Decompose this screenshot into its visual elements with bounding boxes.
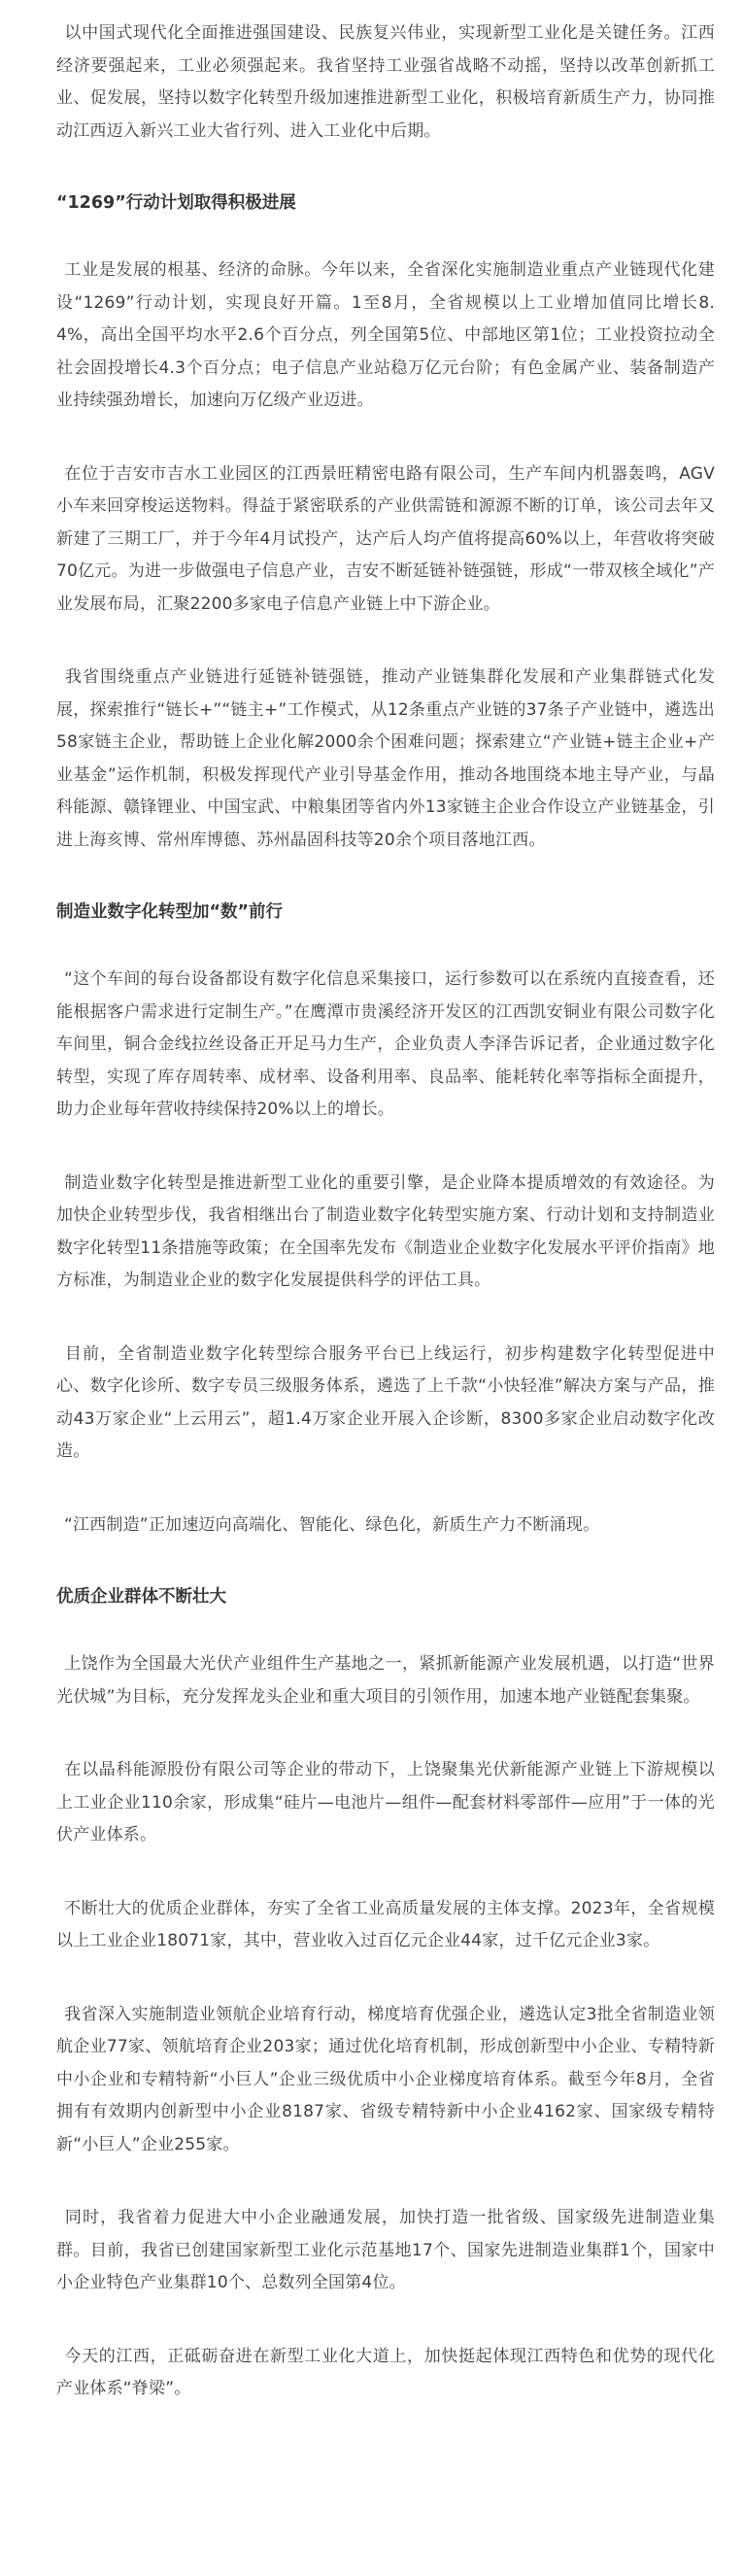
- paragraph-text: 上饶作为全国最大光伏产业组件生产基地之一，紧抓新能源产业发展机遇，以打造“世界光伏城”为目标，充分发挥龙头企业和重大项目的引领作用，加速本地产业链配套集聚。: [56, 1654, 715, 1707]
- paragraph-text: “这个车间的每台设备都设有数字化信息采集接口，运行参数可以在系统内直接查看，还能根据客户需求进行定制生产。”在鹰潭市贵溪经济开发区的江西凯安铜业有限公司数字化车间里，铜合金线拉丝设备正开足马力生产，企业负责人李泽告诉记者，企业通过数字化转型，实现了库存周转率、成材率、设备利用率、良品率、能耗转化率等指标全面提升，助力企业每年营收持续保持20%以上的增长。: [56, 969, 715, 1119]
- paragraph-shangrao-pv: [56, 1648, 715, 1713]
- section-heading-1269: “1269”行动计划取得积极进展: [56, 193, 296, 213]
- paragraph-jian-company: [56, 458, 715, 622]
- paragraph-text: 制造业数字化转型是推进新型工业化的重要引擎，是企业降本提质增效的有效途径。为加快企业转型步伐，我省相继出台了制造业数字化转型实施方案、行动计划和支持制造业数字化转型11条措施等政策；在全国率先发布《制造业企业数字化发展水平评价指南》地方标准，为制造业企业的数字化发展提供科学的评估工具。: [56, 1172, 715, 1290]
- paragraph-intro: [56, 17, 715, 148]
- paragraph-text: 工业是发展的根基、经济的命脉。今年以来，全省深化实施制造业重点产业链现代化建设“1269”行动计划，实现良好开篇。1至8月，全省规模以上工业增加值同比增长8.4%，高出全国平均水平2.6个百分点，列全国第5位、中部地区第1位；工业投资拉动全社会固投增长4.3个百分点；电子信息产业站稳万亿元台阶；有色金属产业、装备制造产业持续强劲增长，加速向万亿级产业迈进。: [56, 260, 715, 410]
- paragraph-digital-platform: [56, 1339, 715, 1469]
- paragraph-text: 以中国式现代化全面推进强国建设、民族复兴伟业，实现新型工业化是关键任务。江西经济要强起来，工业必须强起来。我省坚持工业强省战略不动摇，坚持以改革创新抓工业、促发展，坚持以数字化转型升级加速推进新型工业化，积极培育新质生产力，协同推动江西迈入新兴工业大省行列、进入工业化中后期。: [56, 23, 715, 141]
- paragraph-leading-enterprises: [56, 1999, 715, 2162]
- paragraph-chain-strategy: [56, 661, 715, 857]
- paragraph-clusters: [56, 2202, 715, 2300]
- paragraph-industry-foundation: [56, 254, 715, 418]
- section-heading-enterprises: 优质企业群体不断壮大: [56, 1587, 226, 1607]
- paragraph-text: 同时，我省着力促进大中小企业融通发展，加快打造一批省级、国家级先进制造业集群。目前，我省已创建国家新型工业化示范基地17个、国家先进制造业集群1个，国家中小企业特色产业集群10个、总数列全国第4位。: [56, 2208, 715, 2292]
- paragraph-conclusion: [56, 2341, 715, 2406]
- paragraph-text: 目前，全省制造业数字化转型综合服务平台已上线运行，初步构建数字化转型促进中心、数字化诊所、数字专员三级服务体系，遴选了上千款“小快轻准”解决方案与产品，推动43万家企业“上云用云”，超1.4万家企业开展入企诊断，8300多家企业启动数字化改造。: [56, 1343, 715, 1461]
- paragraph-jiangxi-manufacturing: [56, 1509, 715, 1542]
- paragraph-text: 在位于吉安市吉水工业园区的江西景旺精密电路有限公司，生产车间内机器轰鸣，AGV小车来回穿梭运送物料。得益于紧密联系的产业供需链和源源不断的订单，该公司去年又新建了三期工厂，并于今年4月试投产，达产后人均产值将提高60%以上，年营收将突破70亿元。为进一步做强电子信息产业，吉安不断延链补链强链，形成“一带双核全域化”产业发展布局，汇聚2200多家电子信息产业链上中下游企业。: [56, 463, 715, 614]
- paragraph-text: 我省围绕重点产业链进行延链补链强链，推动产业链集群化发展和产业集群链式化发展，探索推行“链长+”“链主+”工作模式，从12条重点产业链的37条子产业链中，遴选出58家链主企业，帮助链上企业化解2000余个困难问题；探索建立“产业链+链主企业+产业基金”运作机制，积极发挥现代产业引导基金作用，推动各地围绕本地主导产业，与晶科能源、赣锋锂业、中国宝武、中粮集团等省内外13家链主企业合作设立产业链基金，引进上海亥博、常州库博德、苏州晶固科技等20余个项目落地江西。: [56, 667, 715, 850]
- paragraph-text: 不断壮大的优质企业群体，夯实了全省工业高质量发展的主体支撑。2023年，全省规模以上工业企业18071家，其中，营业收入过百亿元企业44家，过千亿元企业3家。: [56, 1898, 715, 1950]
- section-heading-digital: 制造业数字化转型加“数”前行: [56, 902, 284, 922]
- paragraph-jinko-chain: [56, 1754, 715, 1852]
- paragraph-text: “江西制造”正加速迈向高端化、智能化、绿色化，新质生产力不断涌现。: [64, 1514, 600, 1535]
- paragraph-text: 在以晶科能源股份有限公司等企业的带动下，上饶聚集光伏新能源产业链上下游规模以上工业企业110余家，形成集“硅片—电池片—组件—配套材料零部件—应用”于一体的光伏产业体系。: [56, 1760, 715, 1845]
- paragraph-text: 我省深入实施制造业领航企业培育行动，梯度培育优强企业，遴选认定3批全省制造业领航企业77家、领航培育企业203家；通过优化培育机制，形成创新型中小企业、专精特新中小企业和专精特新“小巨人”企业三级优质中小企业梯度培育体系。截至今年8月，全省拥有有效期内创新型中小企业8187家、省级专精特新中小企业4162家、国家级专精特新“小巨人”企业255家。: [56, 2004, 715, 2154]
- paragraph-digital-workshop: [56, 964, 715, 1127]
- paragraph-text: 今天的江西，正砥砺奋进在新型工业化大道上，加快挺起体现江西特色和优势的现代化产业体系“脊梁”。: [56, 2346, 715, 2398]
- paragraph-enterprise-group: [56, 1893, 715, 1958]
- paragraph-digital-engine: [56, 1168, 715, 1298]
